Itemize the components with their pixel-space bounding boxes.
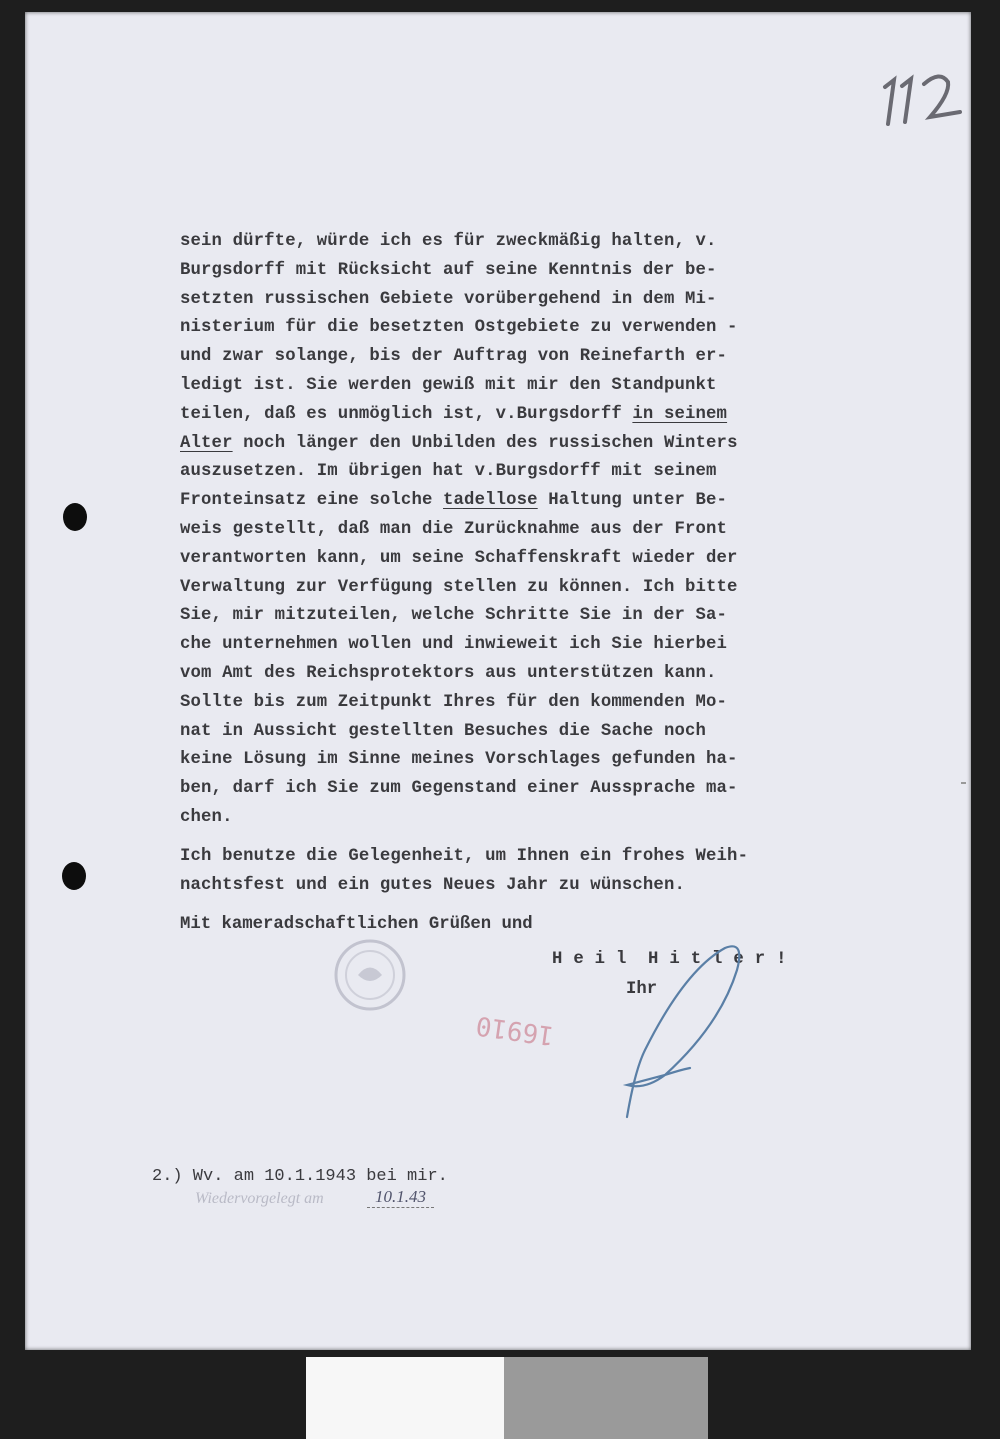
resubmission-note: 2.) Wv. am 10.1.1943 bei mir. — [152, 1167, 448, 1186]
punch-hole-top — [63, 503, 87, 531]
underlined-word: Alter — [180, 433, 233, 453]
body-line: chen. — [180, 807, 233, 827]
letter-body — [180, 228, 820, 833]
body-line: che unternehmen wollen und inwieweit ich Sie hierbei — [180, 635, 728, 655]
closing-line: Mit kameradschaftlichen Grüßen und — [180, 915, 533, 934]
svg-text:16910: 16910 — [474, 1009, 556, 1051]
body-line: Sie, mir mitzuteilen, welche Schritte Sie in der Sa- — [180, 606, 728, 626]
body-line: setzten russischen Gebiete vorübergehend in dem Mi- — [180, 289, 717, 309]
body-line: Sollte bis zum Zeitpunkt Ihres für den kommenden Mo- — [180, 692, 728, 712]
scan-calibration-white — [306, 1357, 504, 1439]
body-line: nachtsfest und ein gutes Neues Jahr zu wünschen. — [180, 875, 685, 895]
body-line: ben, darf ich Sie zum Gegenstand einer Aussprache ma- — [180, 779, 738, 799]
resubmission-stamp-label: Wiedervorgelegt am — [195, 1190, 324, 1207]
body-line: vom Amt des Reichsprotektors aus unterstützen kann. — [180, 663, 717, 683]
body-line: nat in Aussicht gestellten Besuches die Sache noch — [180, 721, 707, 741]
body-line-text: noch länger den Unbilden des russischen Winters — [243, 433, 738, 453]
body-line: auszusetzen. Im übrigen hat v.Burgsdorff mit seinem — [180, 462, 717, 482]
punch-hole-bottom — [62, 862, 86, 890]
body-line: ledigt ist. Sie werden gewiß mit mir den Standpunkt — [180, 375, 717, 395]
underlined-phrase: in seinem — [632, 404, 728, 424]
body-line — [180, 430, 820, 459]
body-line: verantworten kann, um seine Schaffenskraft wieder der — [180, 548, 738, 568]
edge-mark — [961, 782, 966, 784]
body-line: nisterium für die besetzten Ostgebiete zu verwenden - — [180, 318, 738, 338]
body-line: Burgsdorff mit Rücksicht auf seine Kenntnis der be- — [180, 260, 717, 280]
body-line: und zwar solange, bis der Auftrag von Reinefarth er- — [180, 347, 728, 367]
greeting-paragraph — [180, 843, 748, 901]
closing-ihr: Ihr — [626, 980, 658, 999]
official-round-stamp — [325, 935, 415, 1015]
salutation: H e i l H i t l e r ! — [552, 950, 787, 969]
body-line-text: Haltung unter Be- — [537, 491, 728, 511]
scan-calibration-gray — [504, 1357, 708, 1439]
body-line-text: Fronteinsatz eine solche — [180, 491, 444, 511]
red-stamp-number — [455, 1000, 575, 1060]
handwritten-page-number — [880, 62, 970, 132]
resubmission-stamp-date: 10.1.43 — [367, 1187, 434, 1208]
body-line — [180, 487, 820, 516]
body-line: keine Lösung im Sinne meines Vorschlages gefunden ha- — [180, 750, 738, 770]
body-line: weis gestellt, daß man die Zurücknahme aus der Front — [180, 519, 728, 539]
body-line: sein dürfte, würde ich es für zweckmäßig halten, v. — [180, 232, 717, 251]
body-line: Verwaltung zur Verfügung stellen zu können. Ich bitte — [180, 577, 738, 597]
underlined-word: tadellose — [443, 491, 538, 511]
body-line-text: teilen, daß es unmöglich ist, v.Burgsdorff — [180, 404, 633, 424]
body-line: Ich benutze die Gelegenheit, um Ihnen ein frohes Weih- — [180, 847, 749, 866]
signature — [605, 930, 755, 1130]
body-line — [180, 401, 820, 430]
